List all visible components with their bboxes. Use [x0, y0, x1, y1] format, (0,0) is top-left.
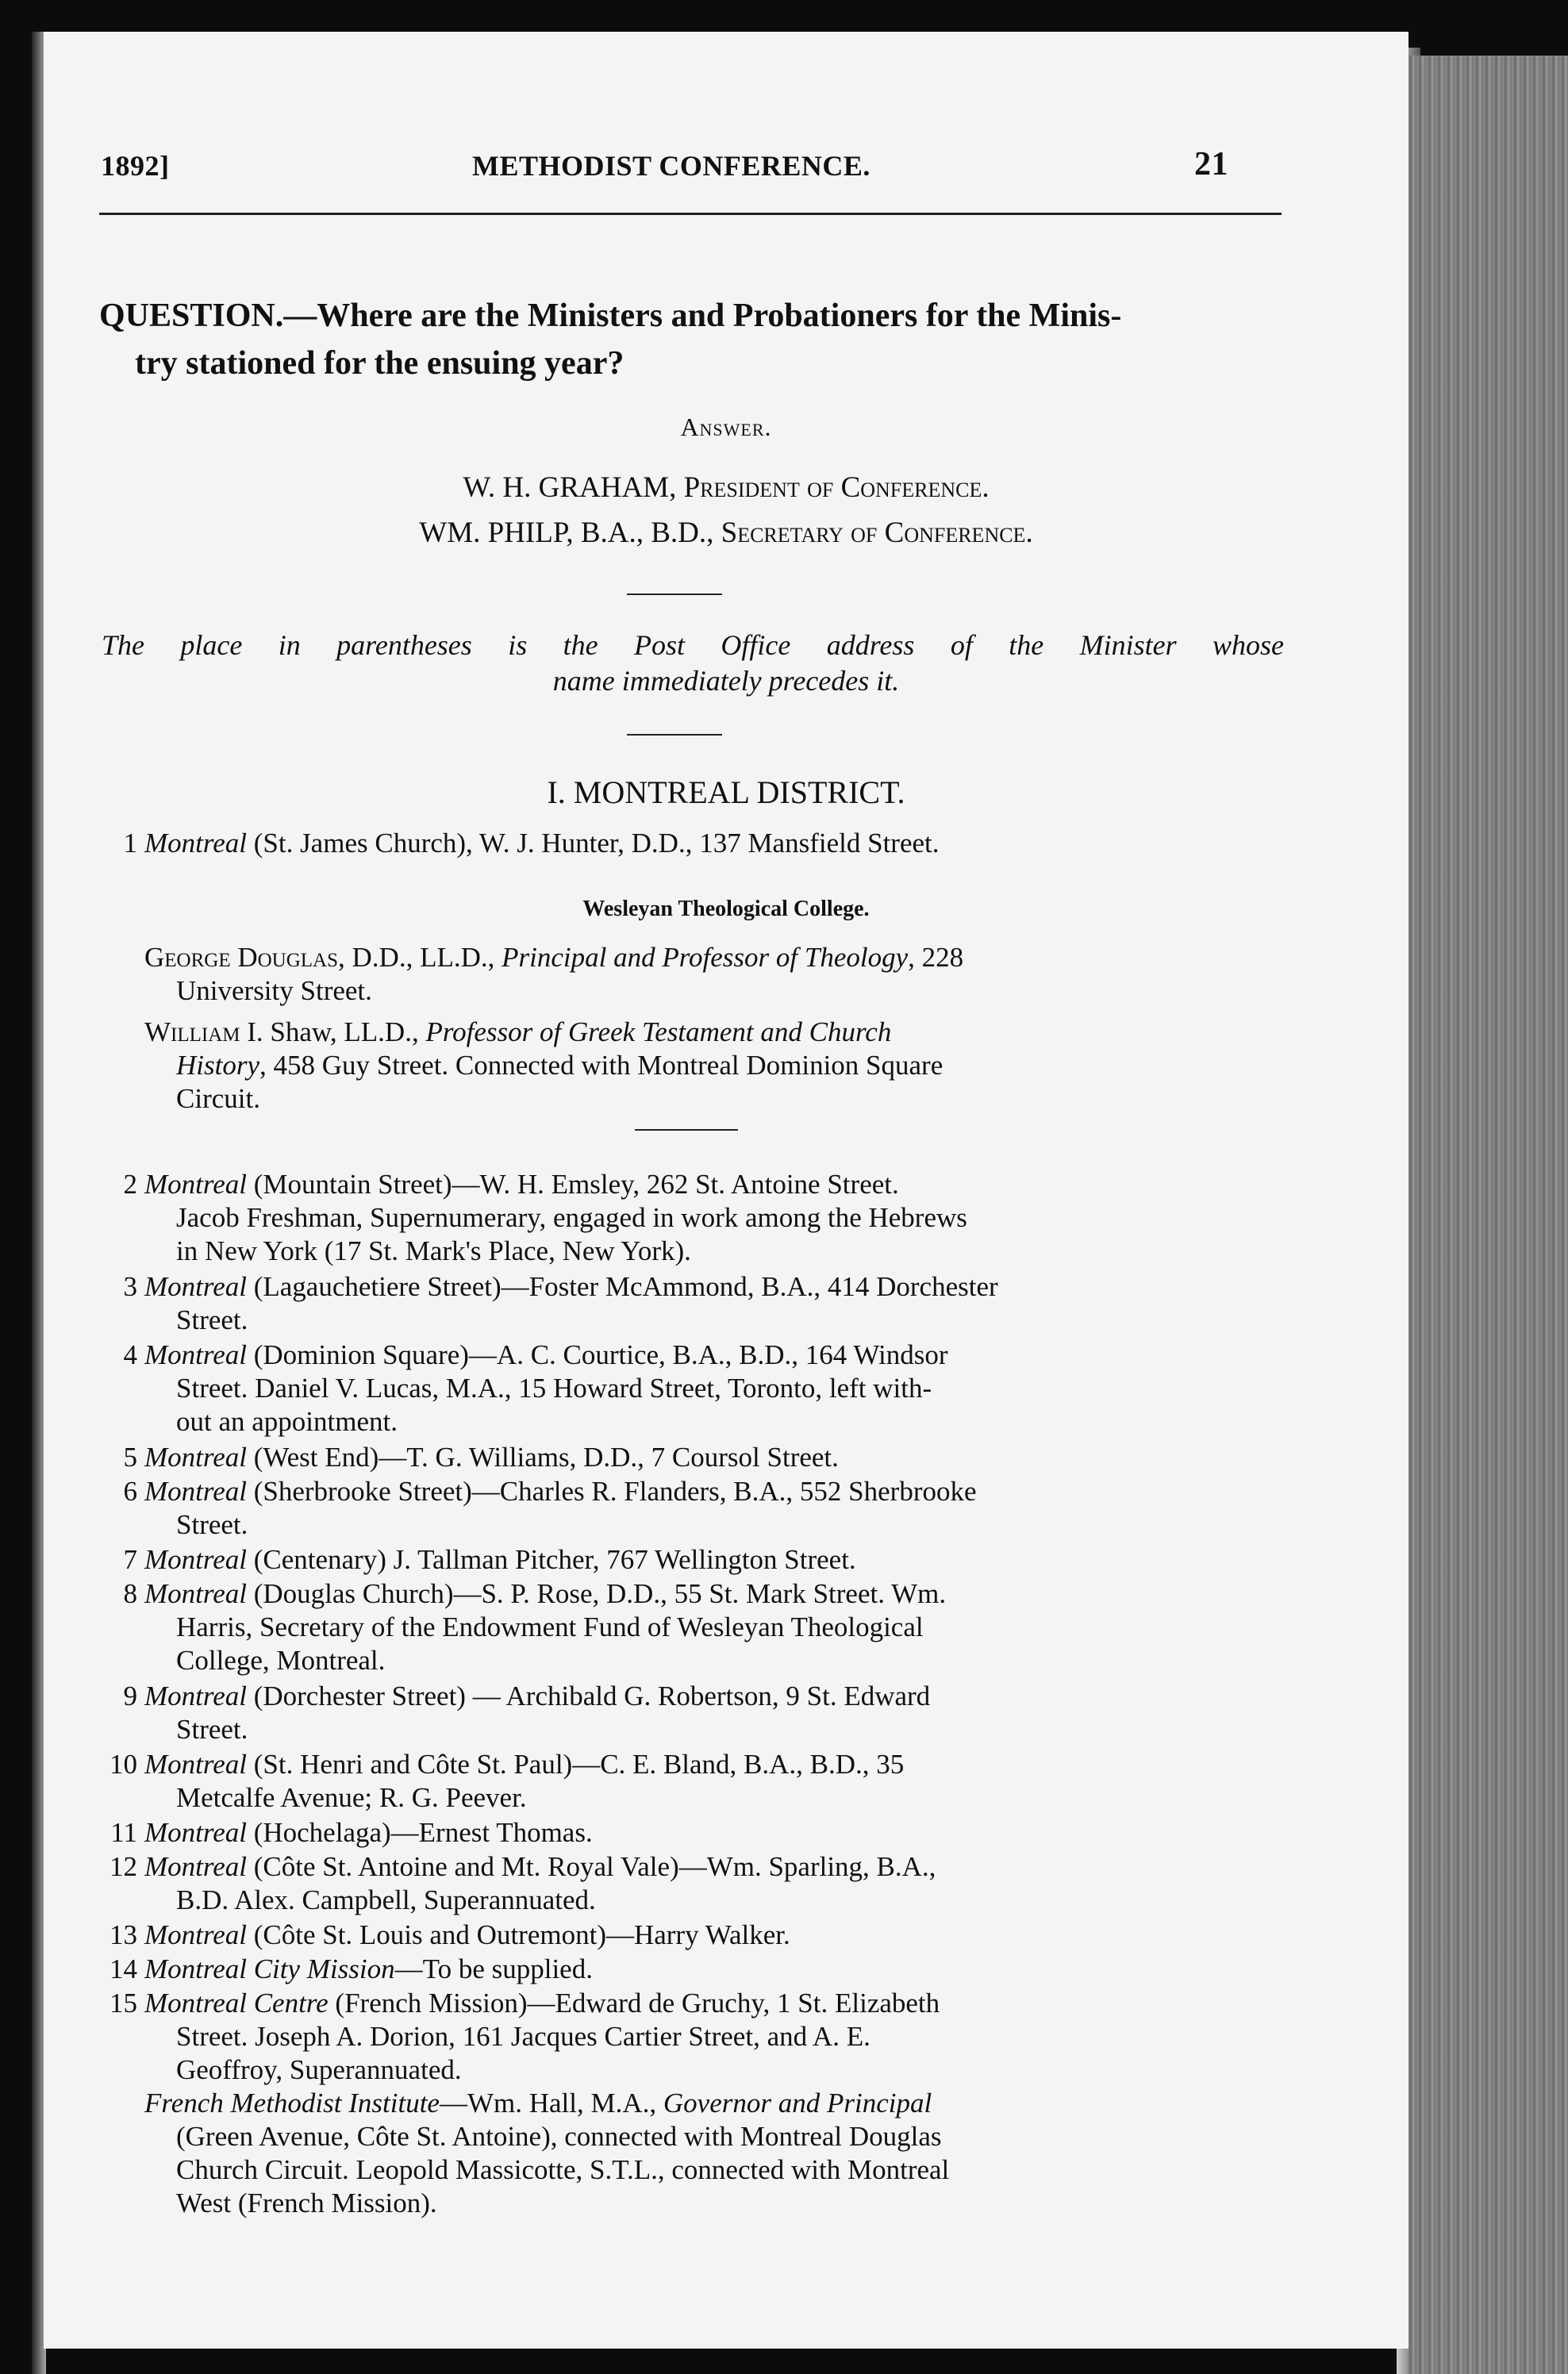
question-dash: —: [283, 298, 317, 334]
entry-place: Montreal: [144, 1544, 247, 1575]
entry-text: (Sherbrooke Street)—Charles R. Flanders, B.A., 552 Sherbrooke: [246, 1476, 977, 1507]
entry-text: (Hochelaga)—Ernest Thomas.: [246, 1817, 593, 1848]
person-degrees: , D.D., LL.D.,: [338, 942, 502, 973]
entry-text-cont: College, Montreal.: [176, 1645, 386, 1676]
entry-place: Montreal: [144, 1817, 247, 1848]
entry-number: 15: [110, 1988, 137, 2019]
entry-place: Montreal: [144, 1442, 247, 1473]
entry-text-cont: Jacob Freshman, Supernumerary, engaged in work among the Hebrews: [176, 1202, 967, 1233]
person-role: Professor of Greek Testament and Church: [425, 1016, 892, 1047]
book-fore-edge: [1409, 56, 1568, 2374]
person-address-cont: Circuit.: [176, 1083, 260, 1114]
entry-text: (West End)—T. G. Williams, D.D., 7 Coursol Street.: [246, 1442, 839, 1473]
institute-entry: [144, 2087, 1281, 2220]
entry-text-cont: Geoffroy, Superannuated.: [176, 2054, 462, 2085]
question-line2: try stationed for the ensuing year?: [135, 345, 625, 382]
entry-text-cont: Street.: [176, 1304, 248, 1335]
answer-label: Answer.: [680, 413, 772, 441]
entry-number: 8: [123, 1578, 137, 1609]
entry-text: (Dominion Square)—A. C. Courtice, B.A., B.D., 164 Windsor: [246, 1339, 948, 1370]
person-address: , 228: [908, 942, 964, 973]
question-text: Where are the Ministers and Probationers for the Minis-: [317, 298, 1122, 334]
entry-place: Montreal: [144, 1919, 247, 1950]
officer-name: WM. PHILP, B.A., B.D.,: [419, 517, 721, 549]
entry-text-cont: Street. Joseph A. Dorion, 161 Jacques Cartier Street, and A. E.: [176, 2021, 870, 2052]
officer-name: W. H. GRAHAM,: [463, 471, 684, 504]
institute-text-cont: (Green Avenue, Côte St. Antoine), connected with Montreal Douglas: [176, 2121, 942, 2152]
entry-text-cont: Metcalfe Avenue; R. G. Peever.: [176, 1782, 527, 1813]
entry-text-cont: Street.: [176, 1509, 248, 1540]
entry-text: (French Mission)—Edward de Gruchy, 1 St. Elizabeth: [328, 1988, 940, 2019]
note-line2: name immediately precedes it.: [552, 665, 900, 697]
officer-president: [44, 471, 1409, 505]
entry-place: Montreal: [144, 1681, 247, 1711]
institute-text-cont: Church Circuit. Leopold Massicotte, S.T.L., connected with Montreal: [176, 2154, 950, 2185]
entry-place: Montreal: [144, 828, 247, 859]
entry-text: (St. Henri and Côte St. Paul)—C. E. Bland, B.A., B.D., 35: [246, 1749, 905, 1780]
person-name: George Douglas: [144, 942, 339, 973]
entry-text-cont: B.D. Alex. Campbell, Superannuated.: [176, 1884, 596, 1915]
entry-place: Montreal: [144, 1476, 247, 1507]
entry-text: (Centenary) J. Tallman Pitcher, 767 Wellington Street.: [246, 1544, 856, 1575]
entry-number: 7: [123, 1544, 137, 1575]
person-address-cont: University Street.: [176, 975, 372, 1006]
institute-name: French Methodist Institute: [144, 2088, 440, 2119]
entry-number: 6: [123, 1476, 137, 1507]
entry-text: (St. James Church), W. J. Hunter, D.D., 137 Mansfield Street.: [246, 828, 940, 859]
person-name: William: [144, 1016, 240, 1047]
section-divider: [627, 594, 722, 595]
entry-place: Montreal: [144, 1851, 247, 1882]
entry-text: (Dorchester Street) — Archibald G. Robertson, 9 St. Edward: [246, 1681, 931, 1711]
entry-text-cont: Street. Daniel V. Lucas, M.A., 15 Howard Street, Toronto, left with-: [176, 1373, 932, 1404]
entry-text: (Côte St. Louis and Outremont)—Harry Walker.: [246, 1919, 790, 1950]
person-role: Principal and Professor of Theology: [502, 942, 909, 973]
running-head-title: METHODIST CONFERENCE.: [472, 150, 870, 182]
entry-number: 4: [123, 1339, 137, 1370]
entry-place: Montreal: [144, 1578, 247, 1609]
institute-role: Governor and Principal: [663, 2088, 932, 2119]
entry-text: (Côte St. Antoine and Mt. Royal Vale)—Wm. Sparling, B.A.,: [246, 1851, 936, 1882]
person-address: , 458 Guy Street. Connected with Montreal Dominion Square: [259, 1050, 943, 1081]
college-douglas: [144, 941, 1283, 1008]
note-line1: The place in parentheses is the Post Office address of the Minister whose: [102, 629, 1284, 661]
entry-place: Montreal City Mission: [144, 1953, 395, 1984]
entry-number: 11: [110, 1817, 137, 1848]
section-divider: [635, 1129, 738, 1131]
district-heading: I. MONTREAL DISTRICT.: [547, 774, 905, 810]
college-shaw: [144, 1016, 1283, 1116]
officer-secretary: [44, 516, 1409, 550]
entry-number: 9: [123, 1681, 137, 1711]
officer-title: President of Conference.: [683, 471, 990, 504]
header-rule: [99, 213, 1282, 215]
entry-number: 3: [123, 1271, 137, 1302]
page-number: 21: [1194, 146, 1228, 182]
book-page: [44, 32, 1409, 2349]
entry-place: Montreal: [144, 1169, 247, 1200]
question-label: QUESTION.: [99, 298, 284, 334]
entry-text: (Lagauchetiere Street)—Foster McAmmond, B.A., 414 Dorchester: [246, 1271, 998, 1302]
entry-number: 10: [110, 1749, 137, 1780]
institute-text-cont: West (French Mission).: [176, 2188, 437, 2218]
entry-text-cont: in New York (17 St. Mark's Place, New York).: [176, 1235, 691, 1266]
section-divider: [627, 734, 722, 736]
entry-number: 13: [110, 1919, 137, 1950]
question-line1: [99, 294, 1289, 338]
entry-number: 5: [123, 1442, 137, 1473]
entry-place: Montreal Centre: [144, 1988, 329, 2019]
entry-number: 14: [110, 1953, 137, 1984]
institute-text: —Wm. Hall, M.A.,: [439, 2088, 663, 2119]
entry-text-cont: Street.: [176, 1714, 248, 1745]
person-role-cont: History: [176, 1050, 259, 1081]
entry-place: Montreal: [144, 1749, 247, 1780]
entry-number: 12: [110, 1851, 137, 1882]
entry-text: (Douglas Church)—S. P. Rose, D.D., 55 St. Mark Street. Wm.: [246, 1578, 947, 1609]
entry-place: Montreal: [144, 1271, 247, 1302]
college-heading: Wesleyan Theological College.: [582, 897, 870, 921]
entry-text: (Mountain Street)—W. H. Emsley, 262 St. Antoine Street.: [246, 1169, 899, 1200]
entry-text: —To be supplied.: [394, 1953, 593, 1984]
entry-text-cont: Harris, Secretary of the Endowment Fund of Wesleyan Theological: [176, 1611, 924, 1642]
entry-text-cont: out an appointment.: [176, 1406, 398, 1437]
officer-title: Secretary of Conference.: [721, 517, 1033, 549]
person-degrees: I. Shaw, LL.D.,: [240, 1016, 426, 1047]
entry-number: 1: [123, 828, 137, 859]
running-head-year: 1892]: [101, 150, 170, 182]
entry-number: 2: [123, 1169, 137, 1200]
entry-place: Montreal: [144, 1339, 247, 1370]
